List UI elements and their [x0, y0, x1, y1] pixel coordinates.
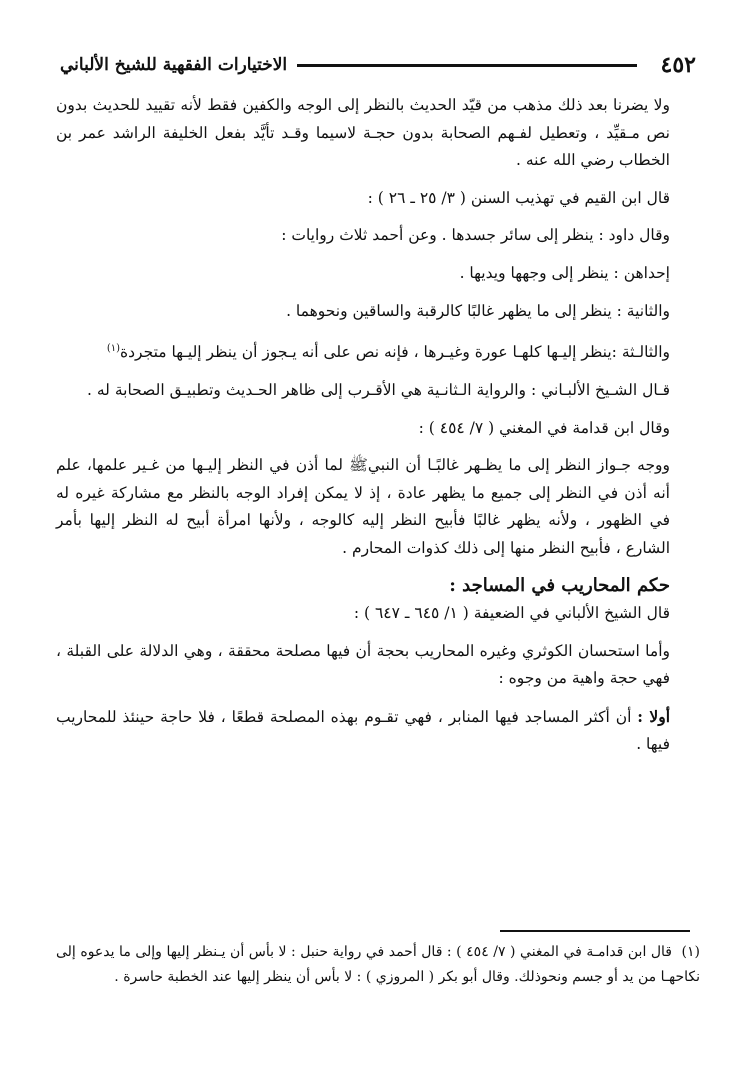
quote-intro: قال الشيخ الألباني في الضعيفة ( ١/ ٦٤٥ ـ ٦٤٧ ) : — [353, 604, 670, 623]
footnote-entry — [56, 940, 700, 990]
section-heading: حكم المحاريب في المساجد : — [449, 575, 670, 597]
paragraph-text: والثالـثة :ينظر إليـها كلهـا عورة وغيـرها ، فإنه نص على أنه يـجوز أن ينظر إليـها متجردة — [120, 343, 670, 362]
main-text — [56, 92, 700, 759]
running-title: الاختيارات الفقهية للشيخ الألباني — [60, 55, 288, 75]
quote-intro: وقال ابن قدامة في المغني ( ٧/ ٤٥٤ ) : — [418, 418, 670, 437]
paragraph: والثانية : ينظر إلى ما يظهر غالبًا كالرقبة والساقين ونحوهما . — [286, 301, 670, 320]
footnote — [56, 940, 700, 990]
footnote-reference: (١) — [106, 343, 121, 355]
footnote-rule — [500, 930, 690, 932]
paragraph: وأما استحسان الكوثري وغيره المحاريب بحجة أن فيها مصلحة محققة ، وهي الدلالة على القبلة ، فهي حجة واهية من وجوه : — [56, 641, 670, 688]
paragraph: إحداهن : ينظر إلى وجهها ويديها . — [459, 263, 670, 282]
footnote-marker: (١) — [681, 944, 700, 960]
page-header — [60, 50, 696, 80]
header-rule — [297, 64, 636, 67]
quote-intro: قال ابن القيم في تهذيب السنن ( ٣/ ٢٥ ـ ٢٦ ) : — [367, 188, 670, 207]
paragraph: ووجه جـواز النظر إلى ما يظـهر غالبًـا أن النبيﷺ لما أذن في النظر إليـها من غـير علمها، علم أنه أذن في النظر إلى جميع ما يظهر عادة ، إذ لا يمكن إفراد الوجه بالنظر مع مشاركة غيره له في الظهور ، ولأنه يظهر غالبًا فأبيح النظر إليه كالوجه ، ولأنها امرأة أبيح له النظر إليها بأمر الشارع ، فأبيح النظر منها إلى ذلك كذوات المحارم . — [56, 456, 670, 557]
paragraph: قـال الشـيخ الألبـاني : والرواية الـثانـية هي الأقـرب إلى ظاهر الحـديث وتطبيـق الصحابة له . — [87, 380, 670, 399]
paragraph — [56, 703, 700, 759]
paragraph-text: أن أكثر المساجد فيها المنابر ، فهي تقـوم بهذه المصلحة قطعًا ، فلا حاجة حينئذ للمحاريب فيها . — [56, 707, 670, 754]
paragraph: وقال داود : ينظر إلى سائر جسدها . وعن أحمد ثلاث روايات : — [281, 226, 670, 245]
point-label: أولا : — [637, 706, 671, 726]
paragraph: ولا يضرنا بعد ذلك مذهب من قيّد الحديث بالنظر إلى الوجه والكفين فقط لأنه تقييد للحديث بدون نص مـقيِّد ، وتعطيل لفـهم الصحابة بدون حجـة لاسيما وقـد تأيَّد بفعل الخليفة الراشد عمر بن الخطاب رضي الله عنه . — [56, 96, 670, 170]
paragraph — [56, 335, 700, 367]
footnote-text: قال ابن قدامـة في المغني ( ٧/ ٤٥٤ ) : قال أحمد في رواية حنبل : لا بأس أن يـنظر إليها وإلى ما يدعوه إلى نكاحهـا من يد أو جسم ونحوذلك. وقال أبو بكر ( المروزي ) : لا بأس أن ينظر إليها عند الخطبة حاسرة . — [56, 944, 700, 985]
page-number: ٤٥٢ — [660, 52, 696, 78]
